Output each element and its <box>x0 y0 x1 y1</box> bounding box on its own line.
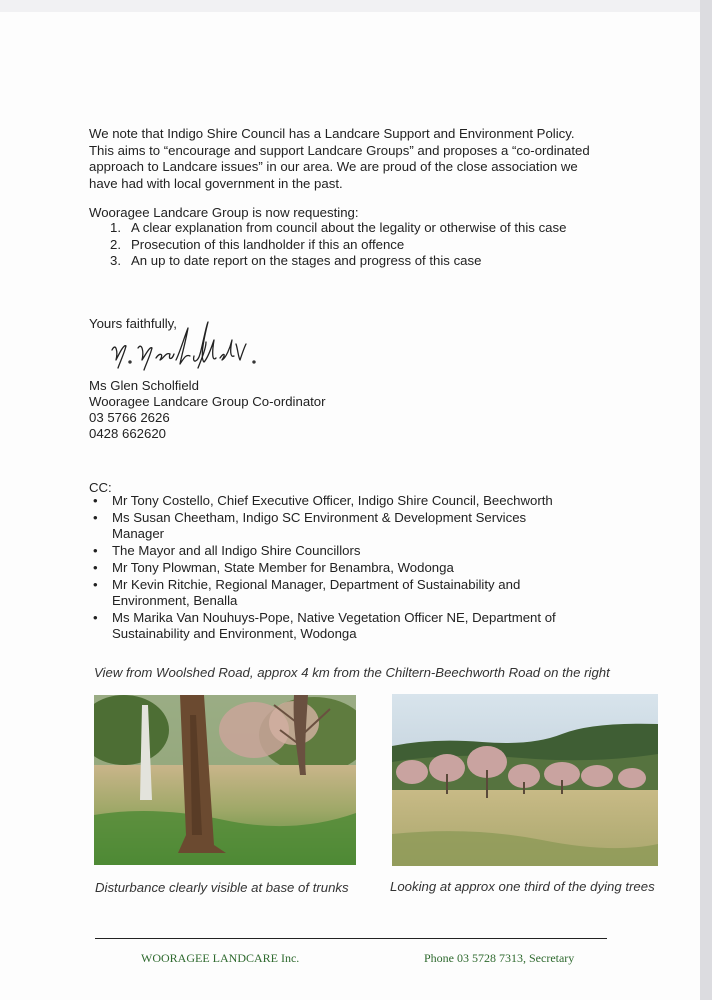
dying-trees-photo <box>392 694 658 866</box>
request-list <box>89 220 566 270</box>
cc-recipient: • Mr Tony Costello, Chief Executive Officer, Indigo Shire Council, Beechworth <box>93 493 553 508</box>
footer-phone: Phone 03 5728 7313, Secretary <box>424 951 575 965</box>
photos-heading: View from Woolshed Road, approx 4 km from the Chiltern-Beechworth Road on the right <box>94 665 610 680</box>
sender-phone: 03 5766 2626 <box>89 410 170 425</box>
cc-label: CC: <box>89 480 112 495</box>
sender-name: Ms Glen Scholfield <box>89 378 199 393</box>
trees-closeup-photo <box>94 695 356 865</box>
sender-role: Wooragee Landcare Group Co-ordinator <box>89 394 326 409</box>
footer-divider <box>95 938 607 939</box>
request-item: 1. A clear explanation from council about the legality or otherwise of this case <box>110 220 567 235</box>
cc-recipient: • Ms Marika Van Nouhuys-Pope, Native Vegetation Officer NE, Department of Sustainability and Environment, Wodonga <box>93 610 556 641</box>
cc-recipient: • The Mayor and all Indigo Shire Councillors <box>93 543 361 558</box>
footer-org: WOORAGEE LANDCARE Inc. <box>141 951 300 965</box>
sender-mobile: 0428 662620 <box>89 426 167 441</box>
scan-top-edge <box>0 0 712 12</box>
cc-recipient: • Mr Tony Plowman, State Member for Benambra, Wodonga <box>93 560 454 575</box>
scan-right-edge <box>700 0 712 1000</box>
policy-paragraph: We note that Indigo Shire Council has a Landcare Support and Environment Policy. This aims to “encourage and support Landcare Groups” and proposes a “co-ordinated approach to Landcare issues” in our area. We are proud of the close association we have had with local government in the past. <box>89 126 590 191</box>
closing-salutation: Yours faithfully, <box>89 316 177 331</box>
request-item: 2. Prosecution of this landholder if this an offence <box>110 236 405 252</box>
cc-recipient: • Mr Kevin Ritchie, Regional Manager, Department of Sustainability and Environment, Benalla <box>93 577 521 608</box>
handwritten-signature <box>108 318 268 380</box>
request-item: 3. An up to date report on the stages and progress of this case <box>110 253 482 268</box>
cc-recipient: • Ms Susan Cheetham, Indigo SC Environment & Development Services Manager <box>93 510 527 541</box>
right-photo-caption: Looking at approx one third of the dying trees <box>390 879 655 894</box>
request-intro: Wooragee Landcare Group is now requesting: <box>89 205 359 220</box>
left-photo-caption: Disturbance clearly visible at base of trunks <box>95 880 349 895</box>
cc-list <box>89 493 569 643</box>
sender-block <box>89 378 326 442</box>
